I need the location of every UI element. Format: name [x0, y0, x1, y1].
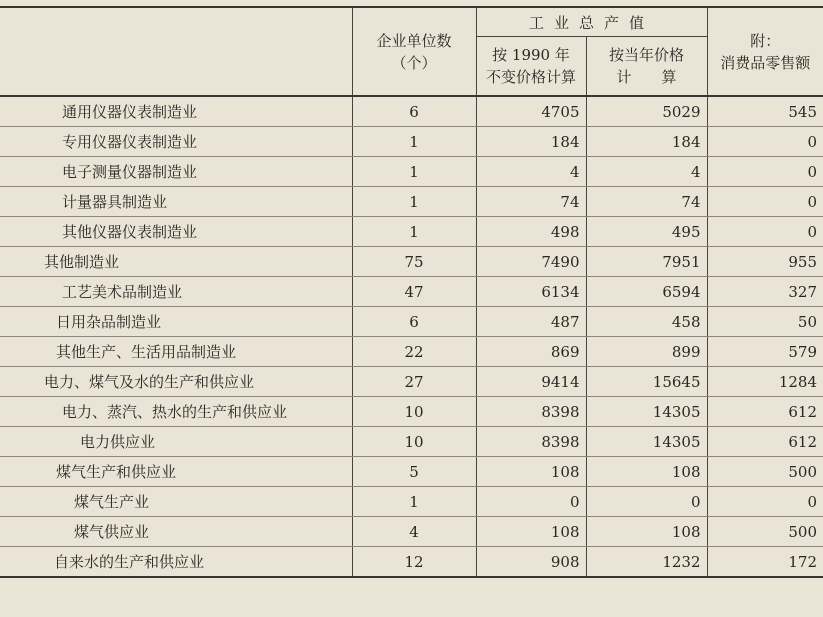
unit-count: 1 — [352, 187, 476, 217]
retail-sales: 0 — [707, 187, 823, 217]
output-constant-price: 184 — [476, 127, 586, 157]
output-constant-price: 8398 — [476, 427, 586, 457]
header-output-group: 工业总产值 — [476, 7, 707, 37]
retail-sales: 612 — [707, 397, 823, 427]
table-row — [0, 547, 823, 578]
unit-count: 1 — [352, 127, 476, 157]
unit-count: 47 — [352, 277, 476, 307]
table-row — [0, 96, 823, 127]
header-units — [352, 7, 476, 96]
unit-count: 27 — [352, 367, 476, 397]
output-constant-price: 4 — [476, 157, 586, 187]
output-constant-price: 9414 — [476, 367, 586, 397]
output-current-price: 14305 — [586, 397, 707, 427]
retail-sales: 0 — [707, 217, 823, 247]
output-constant-price: 869 — [476, 337, 586, 367]
unit-count: 6 — [352, 307, 476, 337]
industry-name: 电力供应业 — [0, 427, 352, 457]
output-current-price: 899 — [586, 337, 707, 367]
retail-sales: 579 — [707, 337, 823, 367]
output-constant-price: 8398 — [476, 397, 586, 427]
output-constant-price: 487 — [476, 307, 586, 337]
table-row — [0, 307, 823, 337]
header-current-price — [586, 37, 707, 97]
industry-name: 通用仪器仪表制造业 — [0, 96, 352, 127]
header-units-line2: （个） — [391, 53, 437, 72]
unit-count: 1 — [352, 487, 476, 517]
output-current-price: 0 — [586, 487, 707, 517]
output-current-price: 14305 — [586, 427, 707, 457]
unit-count: 12 — [352, 547, 476, 578]
industry-name: 计量器具制造业 — [0, 187, 352, 217]
unit-count: 1 — [352, 157, 476, 187]
retail-sales: 0 — [707, 487, 823, 517]
header-constant-line1: 按 1990 年 — [492, 46, 570, 64]
header-units-line1: 企业单位数 — [376, 31, 452, 50]
output-constant-price: 108 — [476, 517, 586, 547]
output-constant-price: 74 — [476, 187, 586, 217]
output-constant-price: 6134 — [476, 277, 586, 307]
retail-sales: 500 — [707, 457, 823, 487]
header-constant-price — [476, 37, 586, 97]
industry-name: 电力、蒸汽、热水的生产和供应业 — [0, 397, 352, 427]
output-constant-price: 4705 — [476, 96, 586, 127]
industry-name: 专用仪器仪表制造业 — [0, 127, 352, 157]
output-current-price: 1232 — [586, 547, 707, 578]
table-row — [0, 397, 823, 427]
industry-name: 其他生产、生活用品制造业 — [0, 337, 352, 367]
header-constant-line2: 不变价格计算 — [485, 68, 576, 86]
industry-name: 其他仪器仪表制造业 — [0, 217, 352, 247]
header-retail-line2: 消费品零售额 — [720, 53, 811, 72]
unit-count: 10 — [352, 427, 476, 457]
retail-sales: 1284 — [707, 367, 823, 397]
unit-count: 75 — [352, 247, 476, 277]
table-row — [0, 217, 823, 247]
retail-sales: 612 — [707, 427, 823, 457]
retail-sales: 0 — [707, 157, 823, 187]
retail-sales: 50 — [707, 307, 823, 337]
retail-sales: 545 — [707, 96, 823, 127]
industry-name: 自来水的生产和供应业 — [0, 547, 352, 578]
unit-count: 4 — [352, 517, 476, 547]
output-current-price: 6594 — [586, 277, 707, 307]
output-current-price: 7951 — [586, 247, 707, 277]
output-current-price: 495 — [586, 217, 707, 247]
unit-count: 6 — [352, 96, 476, 127]
output-current-price: 108 — [586, 517, 707, 547]
output-current-price: 74 — [586, 187, 707, 217]
unit-count: 1 — [352, 217, 476, 247]
output-constant-price: 108 — [476, 457, 586, 487]
table-row — [0, 337, 823, 367]
retail-sales: 500 — [707, 517, 823, 547]
table-row — [0, 517, 823, 547]
industry-name: 煤气生产和供应业 — [0, 457, 352, 487]
retail-sales: 327 — [707, 277, 823, 307]
table-row — [0, 277, 823, 307]
output-current-price: 5029 — [586, 96, 707, 127]
header-retail — [707, 7, 823, 96]
industry-name: 日用杂品制造业 — [0, 307, 352, 337]
industry-name: 煤气生产业 — [0, 487, 352, 517]
header-current-line2: 计 算 — [616, 68, 677, 86]
unit-count: 22 — [352, 337, 476, 367]
table-row — [0, 127, 823, 157]
retail-sales: 955 — [707, 247, 823, 277]
table-row — [0, 247, 823, 277]
industry-name: 电子测量仪器制造业 — [0, 157, 352, 187]
table-row — [0, 427, 823, 457]
output-current-price: 458 — [586, 307, 707, 337]
output-current-price: 4 — [586, 157, 707, 187]
header-industry-blank — [0, 7, 352, 96]
table-row — [0, 187, 823, 217]
output-constant-price: 908 — [476, 547, 586, 578]
industry-name: 电力、煤气及水的生产和供应业 — [0, 367, 352, 397]
output-constant-price: 7490 — [476, 247, 586, 277]
header-current-line1: 按当年价格 — [609, 46, 685, 64]
output-constant-price: 0 — [476, 487, 586, 517]
table-row — [0, 157, 823, 187]
industry-name: 其他制造业 — [0, 247, 352, 277]
output-current-price: 108 — [586, 457, 707, 487]
unit-count: 5 — [352, 457, 476, 487]
industry-output-table — [0, 6, 823, 578]
table-body — [0, 96, 823, 577]
output-current-price: 184 — [586, 127, 707, 157]
table-row — [0, 457, 823, 487]
table-row — [0, 487, 823, 517]
output-constant-price: 498 — [476, 217, 586, 247]
header-retail-line1: 附： — [750, 31, 781, 50]
retail-sales: 0 — [707, 127, 823, 157]
industry-name: 煤气供应业 — [0, 517, 352, 547]
unit-count: 10 — [352, 397, 476, 427]
output-current-price: 15645 — [586, 367, 707, 397]
industry-name: 工艺美术品制造业 — [0, 277, 352, 307]
retail-sales: 172 — [707, 547, 823, 578]
table-row — [0, 367, 823, 397]
